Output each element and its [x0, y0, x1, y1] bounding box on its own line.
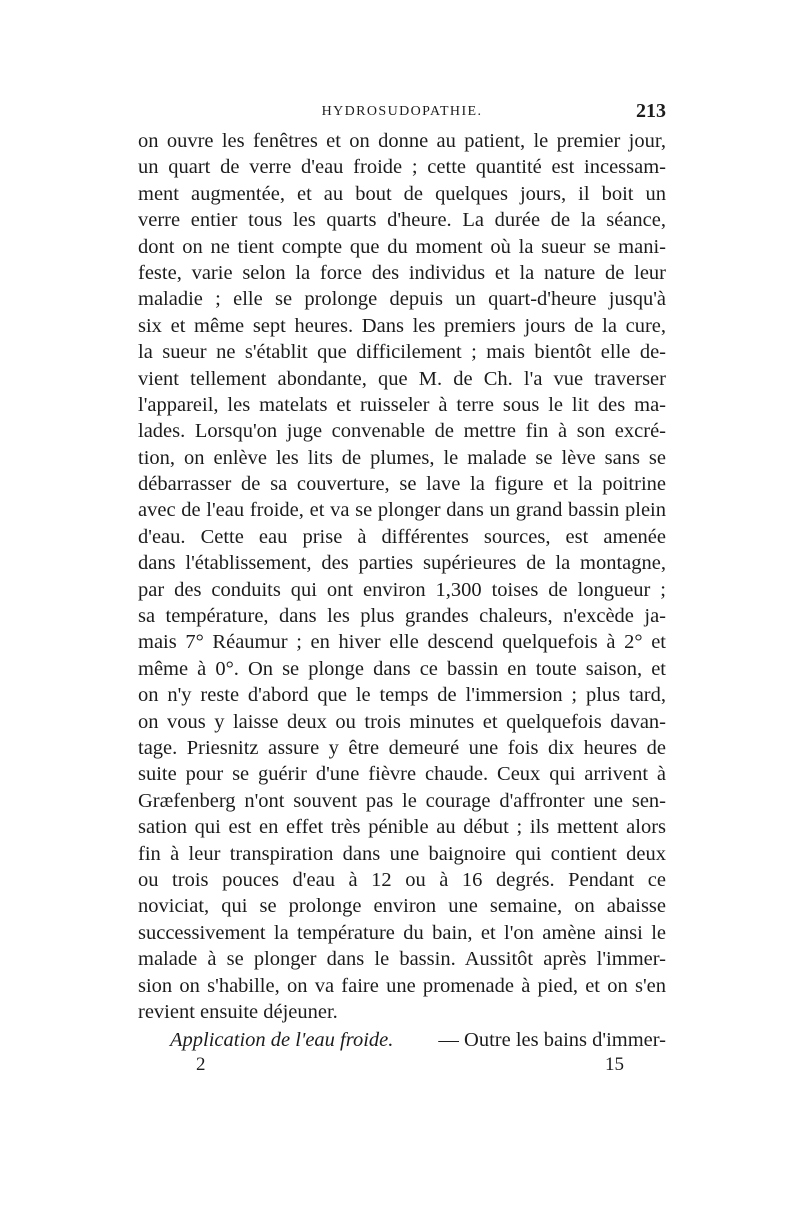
text-line: sion on s'habille, on va faire une promenade à pied, et on s'en	[138, 974, 666, 997]
text-line: un quart de verre d'eau froide ; cette quantité est incessam-	[138, 156, 666, 179]
text-line: revient ensuite déjeuner.	[138, 1000, 338, 1023]
text-line: on vous y laisse deux ou trois minutes et quelquefois davan-	[138, 710, 666, 733]
signature-mark-right: 15	[605, 1054, 624, 1075]
printer-signature	[138, 1054, 666, 1080]
text-line: malade à se plonger dans le bassin. Aussitôt après l'immer-	[138, 948, 666, 971]
section-text: — Outre les bains d'immer-	[438, 1029, 666, 1051]
text-line: ment augmentée, et au bout de quelques jours, il boit un	[138, 182, 666, 205]
text-line: ou trois pouces d'eau à 12 ou à 16 degrés. Pendant ce	[138, 868, 666, 891]
signature-mark-left: 2	[196, 1054, 206, 1075]
text-line: même à 0°. On se plonge dans ce bassin en toute saison, et	[138, 657, 666, 680]
text-line: l'appareil, les matelats et ruisseler à terre sous le lit des ma-	[138, 393, 666, 416]
page-number: 213	[636, 100, 666, 122]
text-line: on ouvre les fenêtres et on donne au patient, le premier jour,	[138, 130, 666, 152]
text-line: fin à leur transpiration dans une baignoire qui contient deux	[138, 842, 666, 865]
text-line: on n'y reste d'abord que le temps de l'immersion ; plus tard,	[138, 684, 666, 707]
text-line: dans l'établissement, des parties supérieures de la montagne,	[138, 552, 666, 575]
text-line: tage. Priesnitz assure y être demeuré une fois dix heures de	[138, 736, 666, 759]
text-line: avec de l'eau froide, et va se plonger dans un grand bassin plein	[138, 499, 666, 522]
body-paragraph	[138, 128, 666, 1025]
running-head	[138, 100, 666, 126]
text-line: la sueur ne s'établit que difficilement ; mais bientôt elle de-	[138, 341, 666, 364]
text-line: noviciat, qui se prolonge environ une semaine, on abaisse	[138, 895, 666, 918]
text-line: maladie ; elle se prolonge depuis un quart-d'heure jusqu'à	[138, 288, 666, 311]
text-line: tion, on enlève les lits de plumes, le malade se lève sans se	[138, 446, 666, 469]
text-line: Græfenberg n'ont souvent pas le courage d'affronter une sen-	[138, 789, 666, 812]
section-heading-line	[170, 1026, 666, 1054]
text-line: suite pour se guérir d'une fièvre chaude. Ceux qui arrivent à	[138, 763, 666, 786]
text-line: feste, varie selon la force des individus et la nature de leur	[138, 261, 666, 284]
section-title: Application de l'eau froide.	[170, 1029, 394, 1051]
text-line: verre entier tous les quarts d'heure. La durée de la séance,	[138, 209, 666, 232]
text-line: six et même sept heures. Dans les premiers jours de la cure,	[138, 314, 666, 337]
text-line: mais 7° Réaumur ; en hiver elle descend quelquefois à 2° et	[138, 631, 666, 654]
text-line: d'eau. Cette eau prise à différentes sources, est amenée	[138, 525, 666, 548]
text-line: vient tellement abondante, que M. de Ch. l'a vue traverser	[138, 367, 666, 390]
text-line: successivement la température du bain, et l'on amène ainsi le	[138, 921, 666, 944]
text-line: lades. Lorsqu'on juge convenable de mettre fin à son excré-	[138, 420, 666, 443]
text-line: débarrasser de sa couverture, se lave la figure et la poitrine	[138, 473, 666, 496]
text-line: dont on ne tient compte que du moment où la sueur se mani-	[138, 235, 666, 258]
text-line: sa température, dans les plus grandes chaleurs, n'excède ja-	[138, 605, 666, 628]
text-line: par des conduits qui ont environ 1,300 toises de longueur ;	[138, 578, 666, 601]
text-line: sation qui est en effet très pénible au début ; ils mettent alors	[138, 816, 666, 839]
running-title: HYDROSUDOPATHIE.	[321, 104, 483, 119]
